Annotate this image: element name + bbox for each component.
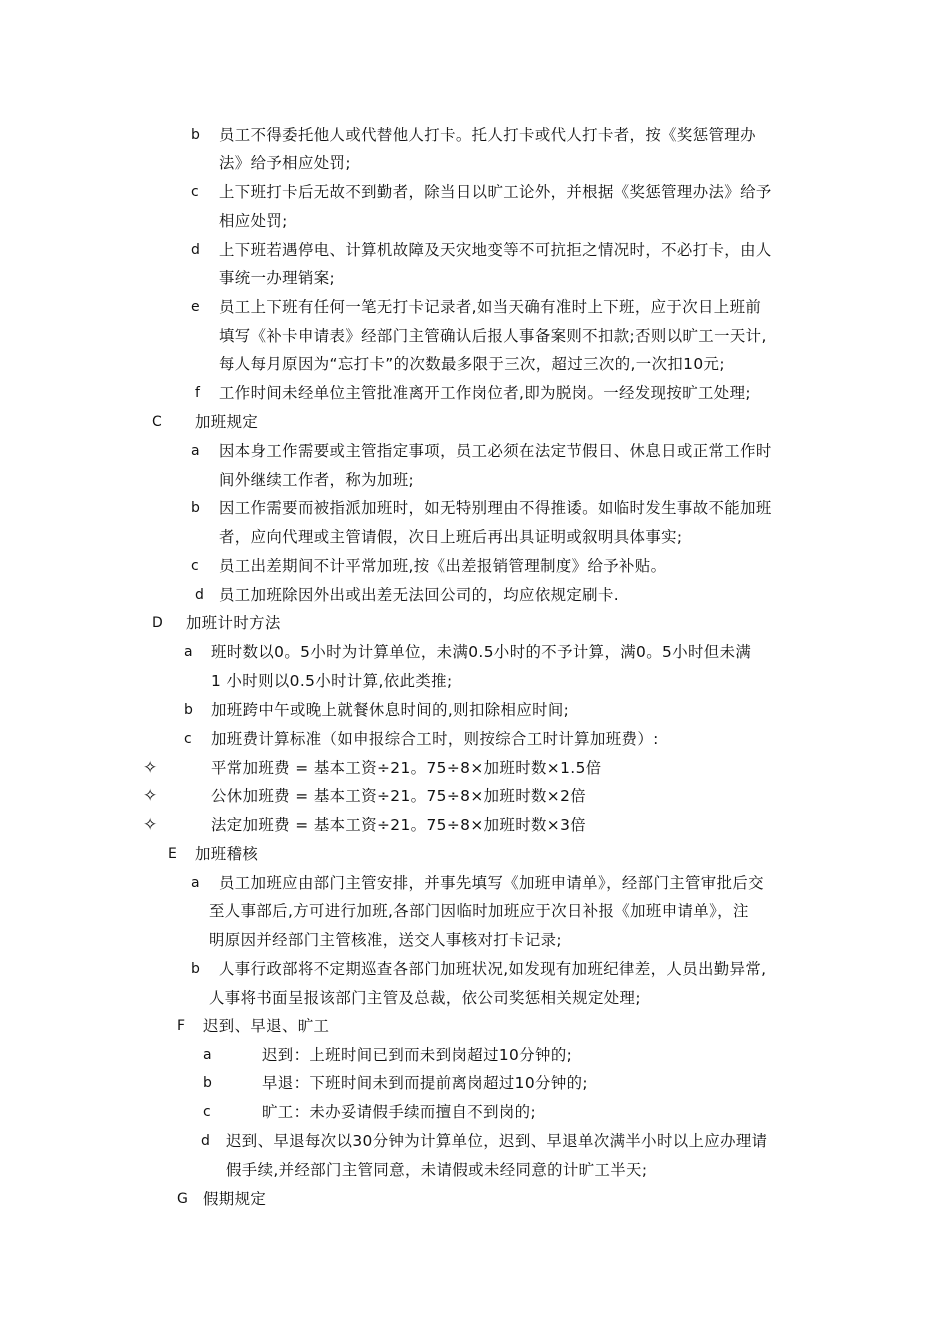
item-text-line: 事统一办理销案; — [219, 269, 336, 287]
diamond-bullet-icon: ✧ — [143, 815, 158, 835]
item-marker: d — [201, 1133, 210, 1149]
formula-text: 法定加班费 = 基本工资÷21。75÷8×加班时数×3倍 — [211, 816, 587, 834]
item-marker: b — [191, 961, 200, 977]
item-text-line: 员工加班除因外出或出差无法回公司的，均应依规定刷卡. — [219, 586, 620, 604]
item-text-line: 填写《补卡申请表》经部门主管确认后报人事备案则不扣款;否则以旷工一天计, — [219, 327, 767, 345]
item-text-line: 旷工：未办妥请假手续而擅自不到岗的; — [262, 1103, 537, 1121]
diamond-bullet-icon: ✧ — [143, 758, 158, 778]
item-text-line: 因工作需要而被指派加班时，如无特别理由不得推诿。如临时发生事故不能加班 — [219, 499, 772, 517]
section-marker: G — [177, 1191, 188, 1207]
item-marker: f — [195, 385, 200, 401]
diamond-bullet-icon: ✧ — [143, 786, 158, 806]
item-text-line: 上下班若遇停电、计算机故障及天灾地变等不可抗拒之情况时，不必打卡，由人 — [219, 241, 772, 259]
item-text-line: 加班费计算标准（如申报综合工时，则按综合工时计算加班费）: — [211, 730, 659, 748]
section-title: 加班计时方法 — [186, 614, 281, 632]
item-text-line: 人事行政部将不定期巡查各部门加班状况,如发现有加班纪律差，人员出勤异常, — [219, 960, 767, 978]
item-text-line: 相应处罚; — [219, 212, 288, 230]
item-marker: b — [191, 127, 200, 143]
item-text-line: 工作时间未经单位主管批准离开工作岗位者,即为脱岗。一经发现按旷工处理; — [219, 384, 751, 402]
section-marker: E — [168, 846, 177, 862]
section-marker: C — [152, 414, 162, 430]
item-text-line: 员工出差期间不计平常加班,按《出差报销管理制度》给予补贴。 — [219, 557, 667, 575]
item-text-line: 者，应向代理或主管请假，次日上班后再出具证明或叙明具体事实; — [219, 528, 683, 546]
item-text-line: 每人每月原因为“忘打卡”的次数最多限于三次，超过三次的,一次扣10元; — [219, 355, 725, 373]
item-marker: b — [191, 500, 200, 516]
item-marker: a — [191, 443, 200, 459]
item-text-line: 假手续,并经部门主管同意，未请假或未经同意的计旷工半天; — [226, 1161, 648, 1179]
section-marker: D — [152, 615, 163, 631]
formula-text: 平常加班费 = 基本工资÷21。75÷8×加班时数×1.5倍 — [211, 759, 602, 777]
section-marker: F — [177, 1018, 186, 1034]
item-text-line: 间外继续工作者，称为加班; — [219, 471, 415, 489]
item-text-line: 早退：下班时间未到而提前离岗超过10分钟的; — [262, 1074, 588, 1092]
item-marker: c — [184, 731, 192, 747]
section-title: 加班规定 — [195, 413, 259, 431]
item-marker: a — [191, 875, 200, 891]
item-text-line: 1 小时则以0.5小时计算,依此类推; — [211, 672, 453, 690]
item-marker: b — [203, 1075, 212, 1091]
item-marker: a — [184, 644, 193, 660]
item-marker: d — [191, 242, 200, 258]
item-text-line: 法》给予相应处罚; — [219, 154, 351, 172]
item-text-line: 明原因并经部门主管核准，送交人事核对打卡记录; — [209, 931, 562, 949]
item-text-line: 人事将书面呈报该部门主管及总裁，依公司奖惩相关规定处理; — [209, 989, 641, 1007]
item-text-line: 员工加班应由部门主管安排，并事先填写《加班申请单》，经部门主管审批后交 — [219, 874, 764, 892]
item-text-line: 迟到：上班时间已到而未到岗超过10分钟的; — [262, 1046, 573, 1064]
section-title: 加班稽核 — [195, 845, 259, 863]
item-text-line: 加班跨中午或晚上就餐休息时间的,则扣除相应时间; — [211, 701, 570, 719]
item-text-line: 至人事部后,方可进行加班,各部门因临时加班应于次日补报《加班申请单》，注 — [209, 902, 749, 920]
item-text-line: 迟到、早退每次以30分钟为计算单位，迟到、早退单次满半小时以上应办理请 — [226, 1132, 768, 1150]
item-marker: e — [191, 299, 200, 315]
item-text-line: 员工上下班有任何一笔无打卡记录者,如当天确有准时上下班，应于次日上班前 — [219, 298, 762, 316]
item-marker: c — [203, 1104, 211, 1120]
item-marker: b — [184, 702, 193, 718]
item-marker: c — [191, 184, 199, 200]
item-marker: a — [203, 1047, 212, 1063]
section-title: 假期规定 — [203, 1190, 267, 1208]
item-text-line: 班时数以0。5小时为计算单位，未满0.5小时的不予计算，满0。5小时但未满 — [211, 643, 752, 661]
item-text-line: 员工不得委托他人或代替他人打卡。托人打卡或代人打卡者，按《奖惩管理办 — [219, 126, 756, 144]
section-title: 迟到、早退、旷工 — [203, 1017, 330, 1035]
item-marker: d — [195, 587, 204, 603]
item-text-line: 上下班打卡后无故不到勤者，除当日以旷工论外，并根据《奖惩管理办法》给予 — [219, 183, 772, 201]
formula-text: 公休加班费 = 基本工资÷21。75÷8×加班时数×2倍 — [211, 787, 587, 805]
item-marker: c — [191, 558, 199, 574]
item-text-line: 因本身工作需要或主管指定事项，员工必须在法定节假日、休息日或正常工作时 — [219, 442, 772, 460]
